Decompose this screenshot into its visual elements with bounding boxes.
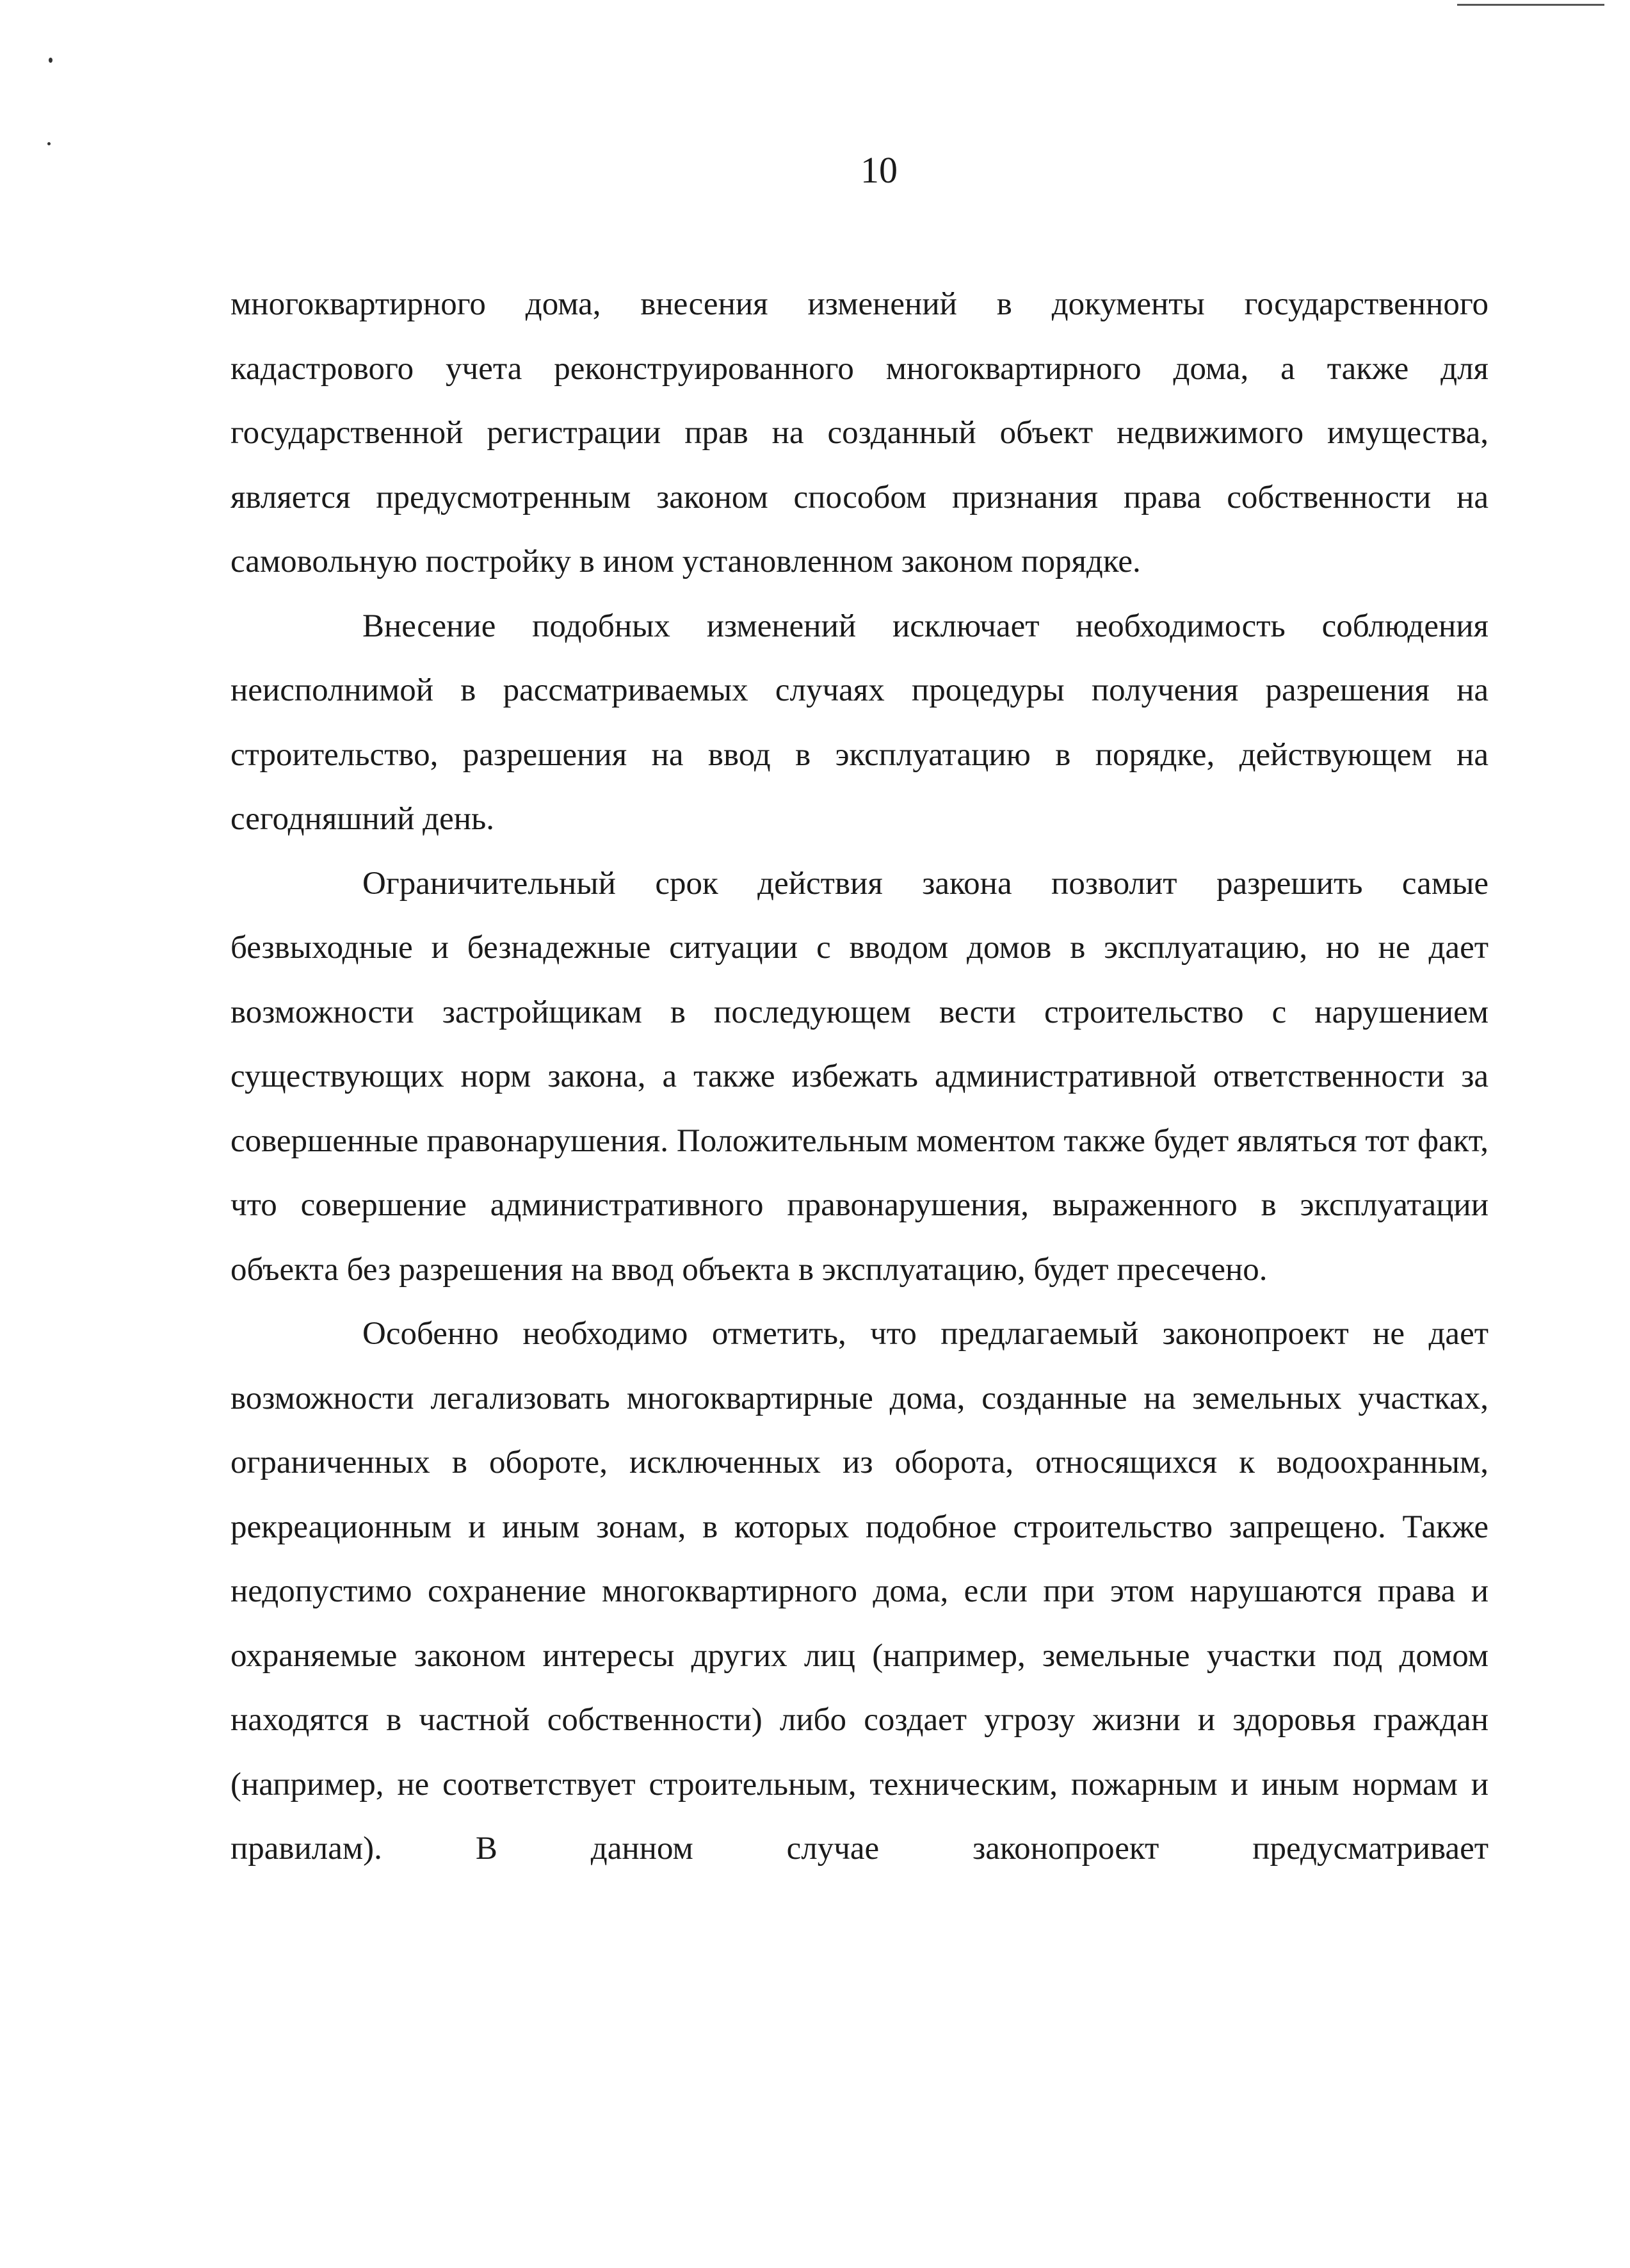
document-body	[230, 272, 1489, 1881]
scan-artifact-speck	[49, 58, 52, 63]
scan-artifact-line	[1457, 4, 1604, 6]
paragraph-4: Особенно необходимо отметить, что предлагаемый законопроект не дает возможности легализовать многоквартирные дома, созданные на земельных участках, ограниченных в обороте, исключенных из оборота, относящихся к водоохранным, рекреационным и иным зонам, в которых подобное строительство запрещено. Также недопустимо сохранение многоквартирного дома, если при этом нарушаются права и охраняемые законом интересы других лиц (например, земельные участки под домом находятся в частной собственности) либо создает угрозу жизни и здоровья граждан (например, не соответствует строительным, техническим, пожарным и иным нормам и правилам). В данном случае законопроект предусматривает	[230, 1316, 1489, 1867]
paragraph-1: многоквартирного дома, внесения изменений в документы государственного кадастрового учета реконструированного многоквартирного дома, а также для государственной регистрации прав на созданный объект недвижимого имущества, является предусмотренным законом способом признания права собственности на самовольную постройку в ином установленном законом порядке.	[230, 286, 1489, 579]
page-number: 10	[860, 149, 898, 191]
paragraph-2: Внесение подобных изменений исключает необходимость соблюдения неисполнимой в рассматриваемых случаях процедуры получения разрешения на строительство, разрешения на ввод в эксплуатацию в порядке, действующем на сегодняшний день.	[230, 608, 1489, 837]
paragraph-3: Ограничительный срок действия закона позволит разрешить самые безвыходные и безнадежные ситуации с вводом домов в эксплуатацию, но не дает возможности застройщикам в последующем вести строительство с нарушением существующих норм закона, а также избежать административной ответственности за совершенные правонарушения. Положительным моментом также будет являться тот факт, что совершение административного правонарушения, выраженного в эксплуатации объекта без разрешения на ввод объекта в эксплуатацию, будет пресечено.	[230, 865, 1489, 1288]
